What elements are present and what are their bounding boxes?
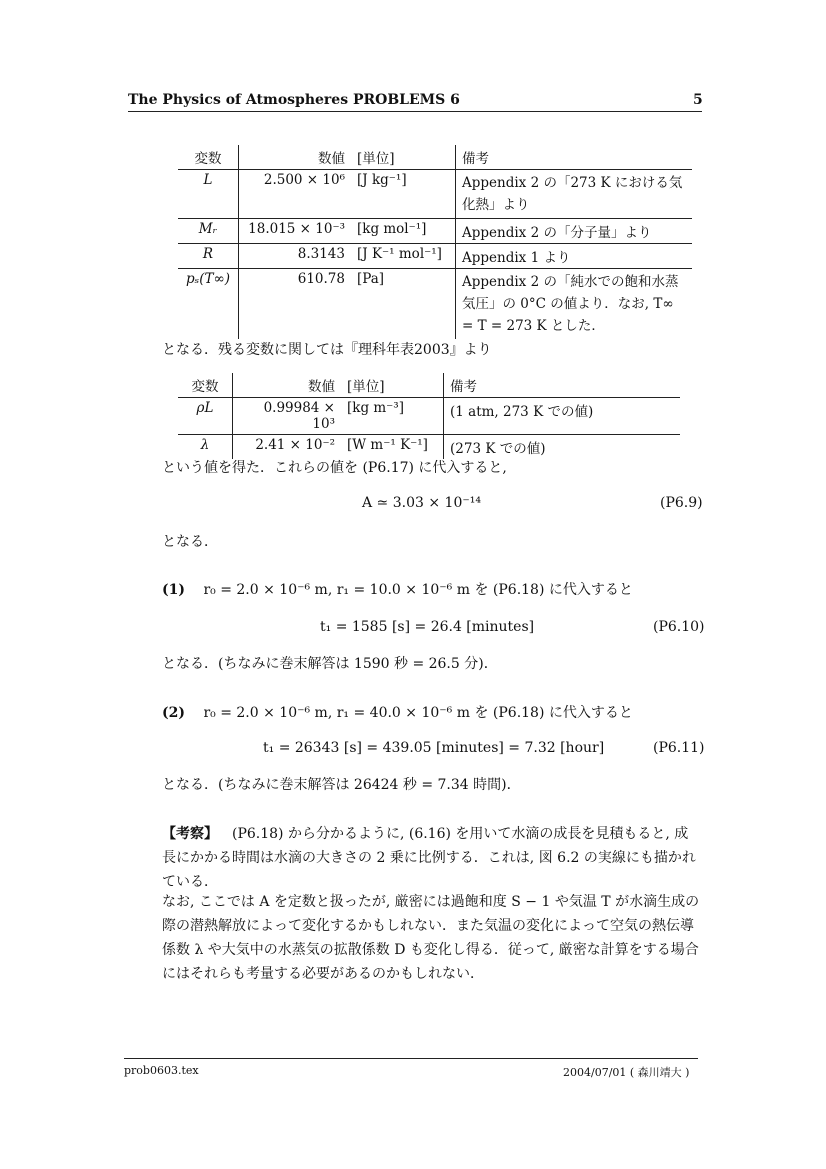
unit-cell: [kg m⁻³] (341, 398, 444, 435)
var-cell: R (202, 246, 214, 262)
discussion-paragraph-1 (162, 822, 702, 894)
header-rule (128, 111, 702, 112)
note-cell: Appendix 2 の「分子量」より (456, 219, 693, 244)
discussion-label: 【考察】 (162, 826, 218, 842)
value-cell: 2.41 × 10⁻² (233, 435, 342, 460)
value-cell: 0.99984 × 10³ (233, 398, 342, 435)
question-1-text: r₀ = 2.0 × 10⁻⁶ m, r₁ = 10.0 × 10⁻⁶ m を (P6.18) に代入すると (203, 582, 633, 598)
var-cell: pₛ(T∞) (186, 271, 230, 287)
var-cell: ρL (196, 400, 214, 416)
footer-rule (124, 1058, 698, 1059)
question-1-intro (162, 578, 633, 602)
col-header-var: 変数 (178, 373, 233, 398)
table-row (178, 269, 692, 340)
value-cell: 18.015 × 10⁻³ (239, 219, 352, 244)
col-header-note: 備考 (456, 145, 693, 170)
unit-cell: [J kg⁻¹] (351, 170, 456, 219)
question-1-result: となる．(ちなみに巻末解答は 1590 秒 = 26.5 分)． (162, 656, 498, 672)
col-header-value: 数値 (233, 373, 342, 398)
note-cell: (1 atm, 273 K での値) (444, 398, 681, 435)
var-cell: λ (200, 437, 210, 453)
footer-date-author: 2004/07/01 ( 森川靖大 ) (563, 1066, 690, 1079)
equation-number-p6-11: (P6.11) (653, 740, 705, 756)
constants-table-1 (178, 145, 692, 339)
discussion-paragraph-2: なお, ここでは A を定数と扱ったが, 厳密には過飽和度 S − 1 や気温 T が水滴生成の際の潜熱解放によって変化するかもしれない．また気温の変化によって空気の熱伝導係数 λ や大気中の水蒸気の拡散係数 D も変化し得る．従って, 厳密な計算をする場合にはそれらも考量する必要があるのかもしれない． (162, 894, 700, 982)
var-cell: Mᵣ (198, 221, 218, 237)
question-2-label: (2) (162, 705, 185, 721)
table-row (178, 219, 692, 244)
equation-p6-9: A ≃ 3.03 × 10⁻¹⁴ (362, 495, 481, 511)
unit-cell: [kg mol⁻¹] (351, 219, 456, 244)
equation-p6-10: t₁ = 1585 [s] = 26.4 [minutes] (320, 619, 535, 635)
note-cell: Appendix 1 より (456, 244, 693, 269)
footer-filename: prob0603.tex (124, 1064, 199, 1077)
value-cell: 8.3143 (239, 244, 352, 269)
question-2-intro (162, 701, 633, 725)
constants-table-2 (178, 373, 680, 459)
equation-number-p6-9: (P6.9) (660, 495, 703, 511)
table-row (178, 170, 692, 219)
question-2-text: r₀ = 2.0 × 10⁻⁶ m, r₁ = 40.0 × 10⁻⁶ m を (P6.18) に代入すると (203, 705, 633, 721)
discussion-text-1: (P6.18) から分かるように, (6.16) を用いて水滴の成長を見積もると, 成長にかかる時間は水滴の大きさの 2 乗に比例する．これは, 図 6.2 の実線にも描かれている． (162, 826, 696, 890)
value-cell: 610.78 (239, 269, 352, 340)
text-remaining-vars: となる．残る変数に関しては『理科年表2003』より (162, 342, 492, 358)
text-result: となる． (162, 534, 218, 550)
col-header-value: 数値 (239, 145, 352, 170)
col-header-var: 変数 (178, 145, 239, 170)
text-substitute: という値を得た．これらの値を (P6.17) に代入すると, (162, 460, 507, 476)
table-row (178, 244, 692, 269)
page-number: 5 (693, 92, 703, 108)
table-row (178, 398, 680, 435)
col-header-unit: [単位] (351, 145, 456, 170)
question-1-label: (1) (162, 582, 185, 598)
note-cell: (273 K での値) (444, 435, 681, 460)
var-cell: L (203, 172, 213, 188)
running-header-title: The Physics of Atmospheres PROBLEMS 6 (128, 92, 460, 108)
unit-cell: [Pa] (357, 271, 385, 287)
col-header-unit: [単位] (341, 373, 444, 398)
value-cell: 2.500 × 10⁶ (239, 170, 352, 219)
equation-p6-11: t₁ = 26343 [s] = 439.05 [minutes] = 7.32 [hour] (263, 740, 605, 756)
note-cell: Appendix 2 の「純水での飽和水蒸気圧」の 0°C の値より．なお, T∞ = T = 273 K とした． (456, 269, 693, 340)
unit-cell: [W m⁻¹ K⁻¹] (347, 437, 428, 453)
question-2-result: となる．(ちなみに巻末解答は 26424 秒 = 7.34 時間)． (162, 777, 521, 793)
unit-cell: [J K⁻¹ mol⁻¹] (351, 244, 456, 269)
note-cell: Appendix 2 の「273 K における気化熱」より (456, 170, 693, 219)
col-header-note: 備考 (444, 373, 681, 398)
equation-number-p6-10: (P6.10) (653, 619, 705, 635)
